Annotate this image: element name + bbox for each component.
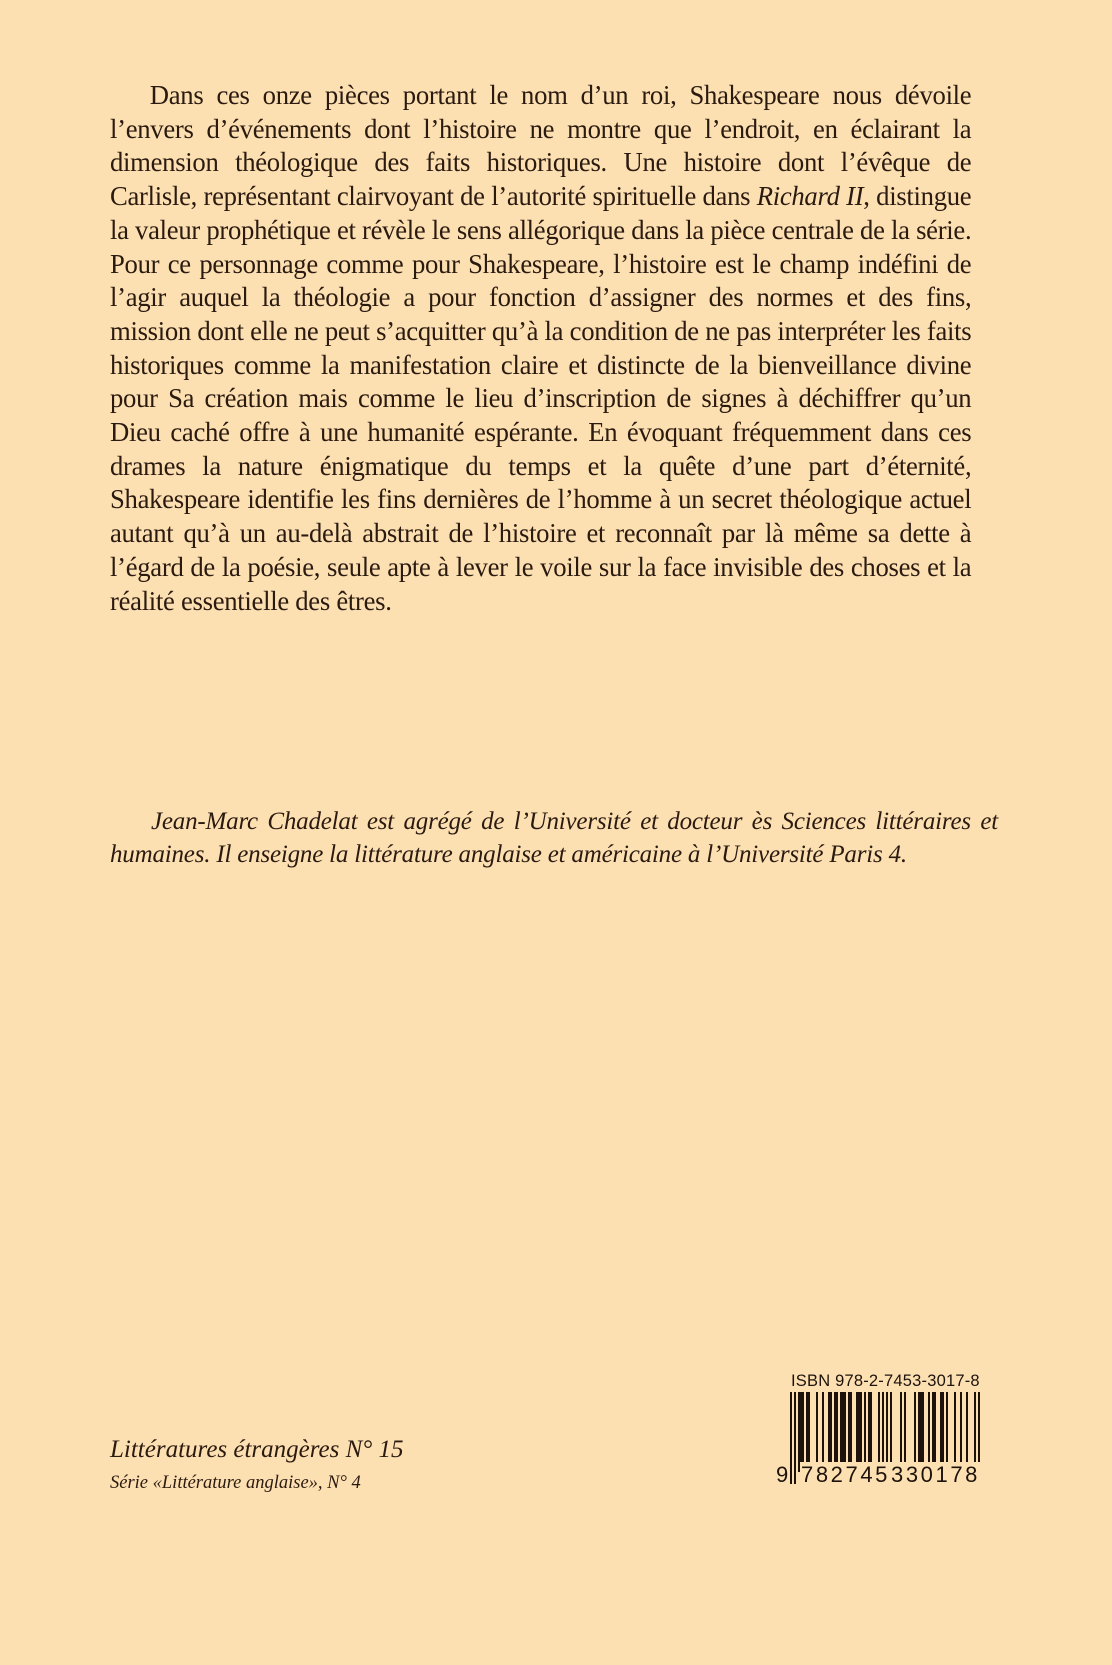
barcode-bar [794, 1392, 796, 1484]
barcode-bar [864, 1392, 866, 1472]
barcode-bar [904, 1392, 906, 1472]
barcode-bar [928, 1392, 930, 1472]
barcode-bar [934, 1392, 936, 1472]
series-subtitle: Série «Littérature anglaise», N° 4 [110, 1473, 361, 1493]
barcode-bar [946, 1392, 948, 1472]
barcode-bar [940, 1392, 942, 1472]
barcode-bar [922, 1392, 924, 1472]
barcode-bar [914, 1392, 916, 1472]
barcode-bar [942, 1392, 944, 1472]
barcode-bar [848, 1392, 850, 1472]
barcode-bar [800, 1392, 802, 1472]
isbn-label: ISBN 978-2-7453-3017-8 [791, 1372, 980, 1390]
barcode-digits-left: 782745 [801, 1462, 891, 1487]
barcode-bar [808, 1392, 810, 1472]
series-title: Littératures étrangères N° 15 [110, 1436, 404, 1463]
author-bio: Jean-Marc Chadelat est agrégé de l’Université et docteur ès Sciences littéraires et humaines. Il enseigne la littérature anglaise et américaine à l’Université Paris 4. [110, 808, 998, 868]
barcode-bar [844, 1392, 846, 1472]
barcode-bar [868, 1392, 870, 1472]
barcode-bar [920, 1392, 922, 1472]
barcode-bar [878, 1392, 880, 1472]
barcode-bar [822, 1392, 824, 1472]
barcode-bar [856, 1392, 858, 1472]
barcode-bar [858, 1392, 860, 1472]
barcode-digit-first: 9 [776, 1462, 789, 1487]
barcode-bar [828, 1392, 830, 1472]
barcode-bar [900, 1392, 902, 1472]
barcode-bar [966, 1392, 968, 1472]
barcode-digits-right: 330178 [891, 1462, 981, 1487]
barcode-bar [830, 1392, 832, 1472]
summary-paragraph [110, 78, 971, 617]
barcode-bar [840, 1392, 842, 1472]
barcode-bar [960, 1392, 962, 1472]
summary-text-part-2: , distingue la valeur prophétique et révèle le sens allégorique dans la pièce centrale de la série. Pour ce personnage comme pour Shakespeare, l’histoire est le champ indéfini de l’agir auquel la théologie a pour fonction d’assigner des normes et des fins, mission dont elle ne peut s’acquitter qu’à la condition de ne pas interpréter les faits historiques comme la manifestation claire et distincte de la bienveillance divine pour Sa création mais comme le lieu d’inscription de signes à déchiffrer qu’un Dieu caché offre à une humanité espérante. En évoquant fréquemment dans ces drames la nature énigmatique du temps et la quête d’une part d’éternité, Shakespeare identifie les fins dernières de l’homme à un secret théologique actuel autant qu’à un au-delà abstrait de l’histoire et reconnaît par là même sa dette à l’égard de la poésie, seule apte à lever le voile sur la face invisible des choses et la réalité essentielle des êtres. [110, 180, 972, 616]
barcode-bar [790, 1392, 792, 1484]
barcode-bar [836, 1392, 838, 1472]
barcode-bar [816, 1392, 818, 1472]
barcode-bar [802, 1392, 804, 1472]
barcode-bar [932, 1392, 934, 1472]
barcode-bar [860, 1392, 862, 1472]
barcode-bar [918, 1392, 920, 1472]
barcode-bar [890, 1392, 892, 1472]
barcode-bar [806, 1392, 808, 1472]
barcode-bar [850, 1392, 852, 1472]
barcode-bar [834, 1392, 836, 1472]
play-title-richard-ii: Richard II [756, 180, 864, 212]
barcode-bar [870, 1392, 872, 1472]
barcode-bar [842, 1392, 844, 1472]
barcode-bar [798, 1392, 800, 1472]
isbn-barcode-block [770, 1372, 1010, 1492]
barcode-bar [954, 1392, 956, 1472]
summary-text-part-1: Dans ces onze pièces portant le nom d’un roi, Shakespeare nous dévoile l’envers d’événements dont l’histoire ne montre que l’endroit, en éclairant la dimension théologique des faits historiques. Une histoire dont l’évêque de Carlisle, représentant clairvoyant de l’autorité spirituelle dans [110, 79, 972, 212]
